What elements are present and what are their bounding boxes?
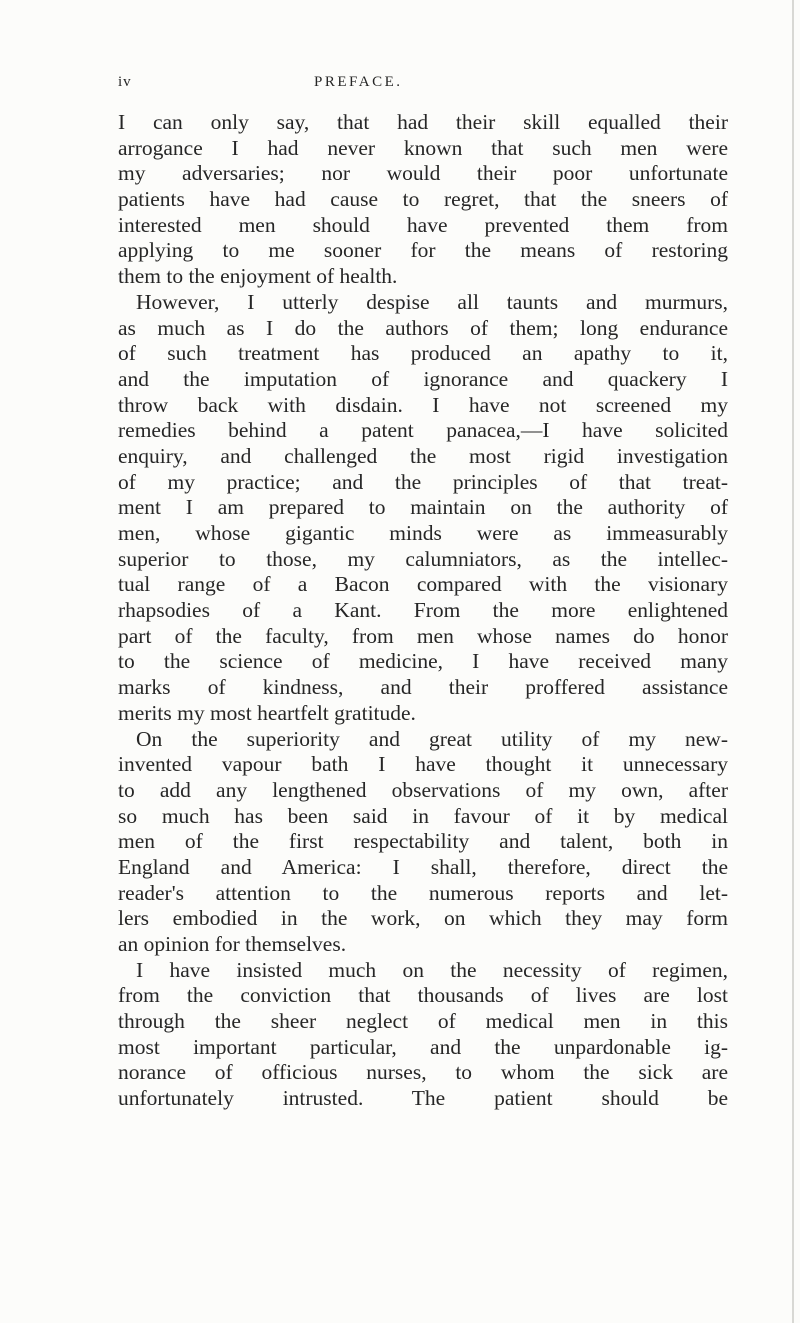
text-line: ment I am prepared to maintain on the authority of: [118, 495, 728, 520]
text-line: so much has been said in favour of it by medical: [118, 803, 728, 828]
text-line: remedies behind a patent panacea,—I have solicited: [118, 418, 728, 443]
text-line: marks of kindness, and their proffered assistance: [118, 675, 728, 700]
text-line: of my practice; and the principles of that treat-: [118, 469, 728, 494]
text-line: to the science of medicine, I have received many: [118, 649, 728, 674]
text-line: men, whose gigantic minds were as immeasurably: [118, 521, 728, 545]
text-line: norance of officious nurses, to whom the sick are: [118, 1060, 728, 1085]
text-line: rhapsodies of a Kant. From the more enlightened: [118, 598, 728, 623]
text-line: my adversaries; nor would their poor unfortunate: [118, 161, 728, 186]
text-line: enquiry, and challenged the most rigid investigation: [118, 443, 728, 468]
text-line: to add any lengthened observations of my own, after: [118, 777, 728, 802]
text-line: applying to me sooner for the means of restoring: [118, 238, 728, 263]
text-line: part of the faculty, from men whose names do honor: [118, 623, 728, 648]
text-line: as much as I do the authors of them; long endurance: [118, 315, 728, 340]
text-line: and the imputation of ignorance and quackery I: [118, 366, 728, 391]
text-line: an opinion for themselves.: [118, 932, 347, 956]
paragraph: [118, 958, 728, 1112]
text-line: from the conviction that thousands of lives are lost: [118, 983, 728, 1008]
text-line: arrogance I had never known that such men were: [118, 135, 728, 160]
text-line: However, I utterly despise all taunts and murmurs,: [136, 289, 728, 314]
text-line: invented vapour bath I have thought it unnecessary: [118, 752, 728, 777]
text-line: lers embodied in the work, on which they may form: [118, 906, 728, 931]
text-line: merits my most heartfelt gratitude.: [118, 700, 416, 725]
text-line: most important particular, and the unpardonable ig-: [118, 1034, 728, 1059]
text-line: tual range of a Bacon compared with the visionary: [118, 572, 728, 597]
text-line: men of the first respectability and talent, both in: [118, 829, 728, 854]
running-head: [118, 74, 718, 96]
text-line: through the sheer neglect of medical men in this: [118, 1009, 728, 1034]
paragraph: [118, 290, 728, 727]
page-edge: [792, 0, 794, 1323]
text-line: them to the enjoyment of health.: [118, 264, 398, 289]
running-head-title: PREFACE.: [314, 74, 403, 90]
text-line: On the superiority and great utility of my new-: [136, 726, 728, 751]
text-line: interested men should have prevented them from: [118, 212, 728, 237]
text-line: of such treatment has produced an apathy to it,: [118, 341, 728, 366]
paragraph: [118, 110, 728, 290]
text-line: unfortunately intrusted. The patient should be: [118, 1086, 728, 1111]
text-line: I can only say, that had their skill equalled their: [118, 110, 728, 134]
body-text: [118, 110, 728, 1112]
paragraph: [118, 727, 728, 958]
text-line: England and America: I shall, therefore, direct the: [118, 854, 728, 879]
text-line: reader's attention to the numerous reports and let-: [118, 880, 728, 905]
text-line: superior to those, my calumniators, as the intellec-: [118, 546, 728, 571]
text-line: I have insisted much on the necessity of regimen,: [136, 957, 728, 982]
text-line: throw back with disdain. I have not screened my: [118, 392, 728, 417]
page-number: iv: [118, 74, 132, 90]
text-line: patients have had cause to regret, that the sneers of: [118, 187, 728, 212]
